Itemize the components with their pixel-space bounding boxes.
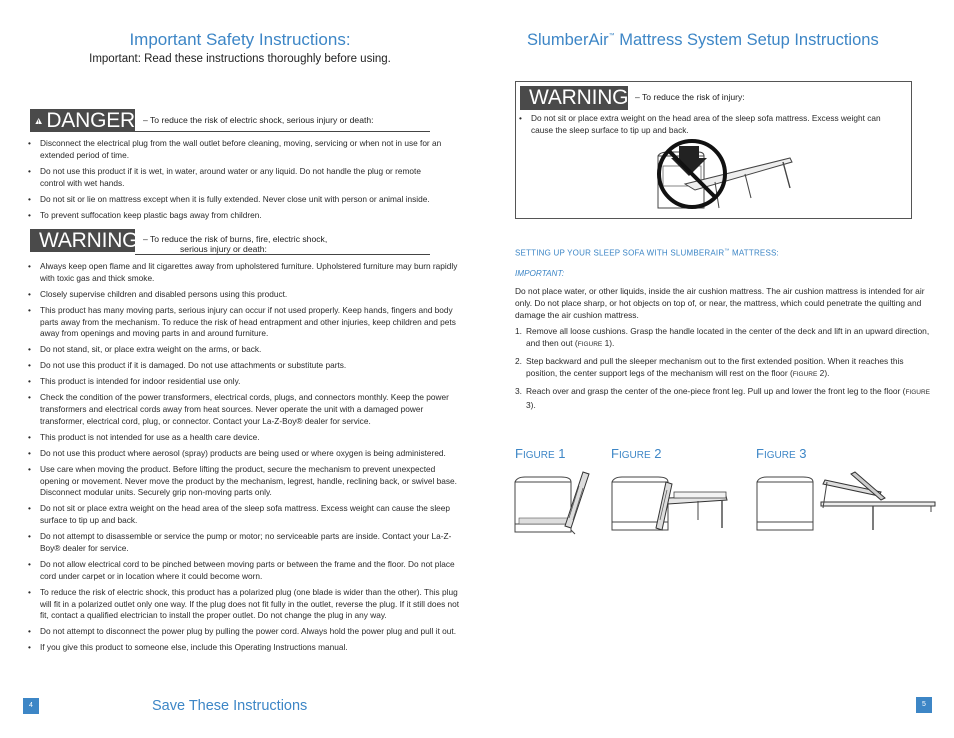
danger-sign — [30, 109, 135, 132]
setup-section-title — [515, 248, 779, 258]
step-text: Reach over and grasp the center of the one-piece front leg. Pull up and lower the front leg to the floor ( — [526, 386, 906, 396]
warning-description-right: – To reduce the risk of injury: — [635, 92, 745, 102]
step-figure-num: 2 — [817, 368, 825, 378]
setup-step — [515, 385, 935, 411]
warning-label: WARNING — [39, 228, 139, 252]
list-item: • Do not stand, sit, or place extra weight on the arms, or back. — [27, 344, 464, 356]
warning-description — [143, 234, 327, 254]
figure-label-first: F — [515, 446, 523, 461]
list-item: • Do not sit or lie on mattress except when it is fully extended. Never close unit with person or animal inside. — [27, 194, 442, 206]
figure-1-illustration — [513, 468, 593, 536]
list-item: • Do not attempt to disassemble or service the pump or motor; no serviceable parts are inside. Contact your La-Z-Boy® dealer for service. — [27, 531, 464, 555]
step-figure-ref: FIGURE — [792, 371, 818, 378]
figure-label-num: 3 — [795, 446, 807, 461]
intro-paragraph: Do not place water, or other liquids, inside the air cushion mattress. The air cushion mattress is intended for air only. Do not place sharp, or hot objects on top of, or near, the mattress, which could penetrate the quilting and damage the air cushion mattress. — [515, 286, 925, 320]
list-item: • To prevent suffocation keep plastic bags away from children. — [27, 210, 442, 222]
step-figure-num: 1 — [602, 338, 610, 348]
warning-triangle-icon — [35, 111, 42, 131]
figure-label-num: 2 — [650, 446, 662, 461]
step-number: 1. — [515, 326, 522, 336]
danger-rule — [135, 131, 430, 132]
title-trademark: ™ — [608, 33, 615, 39]
danger-label: DANGER — [46, 108, 135, 132]
step-end: ). — [530, 400, 536, 410]
page-number-left: 4 — [23, 698, 39, 714]
figure-label-rest: IGURE — [522, 450, 555, 461]
figure-3-label — [756, 446, 806, 461]
danger-description: – To reduce the risk of electric shock, serious injury or death: — [143, 115, 374, 125]
warning-list — [27, 261, 464, 658]
list-item: • Always keep open flame and lit cigarettes away from upholstered furniture. Upholstered furniture may burn rapidly with toxic gas and thick smoke. — [27, 261, 464, 285]
danger-list — [27, 138, 442, 226]
list-item: • Use care when moving the product. Before lifting the product, secure the mechanism to prevent unexpected opening or movement. Never move the product by the mechanism, legrest, handle, reclining back, or swivel base. Disconnect modular units. Securely grip non-moving parts only. — [27, 464, 464, 499]
step-number: 3. — [515, 386, 522, 396]
section-title-text: SETTING UP YOUR SLEEP SOFA WITH SLUMBERAIR — [515, 248, 725, 258]
step-text: Step backward and pull the sleeper mechanism out to the first extended position. When it reaches this position, the center support legs of the mechanism will rest on the floor ( — [526, 356, 904, 378]
title-rest: Mattress System Setup Instructions — [614, 31, 879, 49]
list-item: • This product is not intended for use as a health care device. — [27, 432, 464, 444]
figure-2-illustration — [610, 468, 730, 534]
list-item: • This product has many moving parts, serious injury can occur if not used properly. Keep hands, fingers and body parts away from the mechanism. To reduce the risk of head entrapment and other injuries, keep children and pets away from openings and moving parts in and around furniture. — [27, 305, 464, 340]
section-title-trademark: ™ — [724, 248, 730, 254]
warning-rule — [135, 254, 430, 255]
setup-step — [515, 325, 935, 351]
warning-label-right: WARNING — [529, 86, 629, 109]
no-weight-on-head-illustration — [655, 136, 795, 218]
figure-label-rest: IGURE — [763, 450, 796, 461]
step-end: ). — [824, 368, 830, 378]
title-brand: SlumberAir — [527, 31, 609, 49]
warning-description-line-2: serious injury or death: — [180, 244, 267, 254]
list-item: • Do not use this product if it is damaged. Do not use attachments or substitute parts. — [27, 360, 464, 372]
figure-label-rest: IGURE — [618, 450, 651, 461]
figure-label-first: F — [611, 446, 619, 461]
list-item: • If you give this product to someone else, include this Operating Instructions manual. — [27, 642, 464, 654]
list-item: • Disconnect the electrical plug from the wall outlet before cleaning, moving, servicing or when not in use for an extended period of time. — [27, 138, 442, 162]
list-item: • Do not sit or place extra weight on the head area of the sleep sofa mattress. Excess weight can cause the sleep surface to tip up and back. — [518, 113, 898, 137]
list-item: • To reduce the risk of electric shock, this product has a polarized plug (one blade is wider than the other). This plug will fit in a polarized outlet only one way. If the plug does not fit fully in the outlet, reverse the plug. If it still does not fit, contact a qualified electrician to install the proper outlet. Do not change the plug in any way. — [27, 587, 464, 622]
left-page-subtitle: Important: Read these instructions thoroughly before using. — [89, 53, 391, 65]
section-title-end: MATTRESS: — [729, 248, 779, 258]
list-item: • Do not use this product if it is wet, in water, around water or any liquid. Do not handle the plug or remote control with wet hands. — [27, 166, 442, 190]
important-label: IMPORTANT: — [515, 269, 565, 278]
warning-sign-right — [520, 86, 628, 110]
save-instructions-footer: Save These Instructions — [152, 698, 308, 714]
list-item: • Do not allow electrical cord to be pinched between moving parts or between the frame and the floor. Do not place cord under carpet or in location where it could become worn. — [27, 559, 464, 583]
figure-2-label — [611, 446, 661, 461]
list-item: • Check the condition of the power transformers, electrical cords, plugs, and connectors monthly. Keep the power transformers and electrical cords away from heat sources. Never operate the unit with a damaged power transformer, electrical cord, plug, or connector. Contact your La-Z-Boy® dealer for service. — [27, 392, 464, 427]
right-page-title — [527, 31, 879, 50]
list-item: • Do not attempt to disconnect the power plug by pulling the power cord. Always hold the power plug and pull it out. — [27, 626, 464, 638]
setup-steps — [515, 325, 935, 415]
step-text: Remove all loose cushions. Grasp the handle located in the center of the deck and lift in an upward direction, and then out ( — [526, 326, 930, 348]
step-figure-ref: FIGURE — [577, 341, 603, 348]
list-item: • This product is intended for indoor residential use only. — [27, 376, 464, 388]
figure-1-label — [515, 446, 565, 461]
left-page-title: Important Safety Instructions: — [129, 30, 351, 49]
figure-label-num: 1 — [554, 446, 566, 461]
figure-label-first: F — [756, 446, 764, 461]
step-end: ). — [609, 338, 615, 348]
step-figure-num: 3 — [526, 400, 531, 410]
figure-3-illustration — [755, 468, 937, 534]
setup-step — [515, 355, 935, 381]
warning-sign — [30, 228, 139, 252]
warning-description-line-1: – To reduce the risk of burns, fire, electric shock, — [143, 234, 328, 244]
step-figure-ref: FIGURE — [905, 389, 930, 396]
page-number-right: 5 — [916, 697, 932, 713]
list-item: • Do not use this product where aerosol (spray) products are being used or where oxygen is being administered. — [27, 448, 464, 460]
step-number: 2. — [515, 356, 522, 366]
list-item: • Do not sit or place extra weight on the head area of the sleep sofa mattress. Excess weight can cause the sleep surface to tip up and back. — [27, 503, 464, 527]
list-item: • Closely supervise children and disabled persons using this product. — [27, 289, 464, 301]
